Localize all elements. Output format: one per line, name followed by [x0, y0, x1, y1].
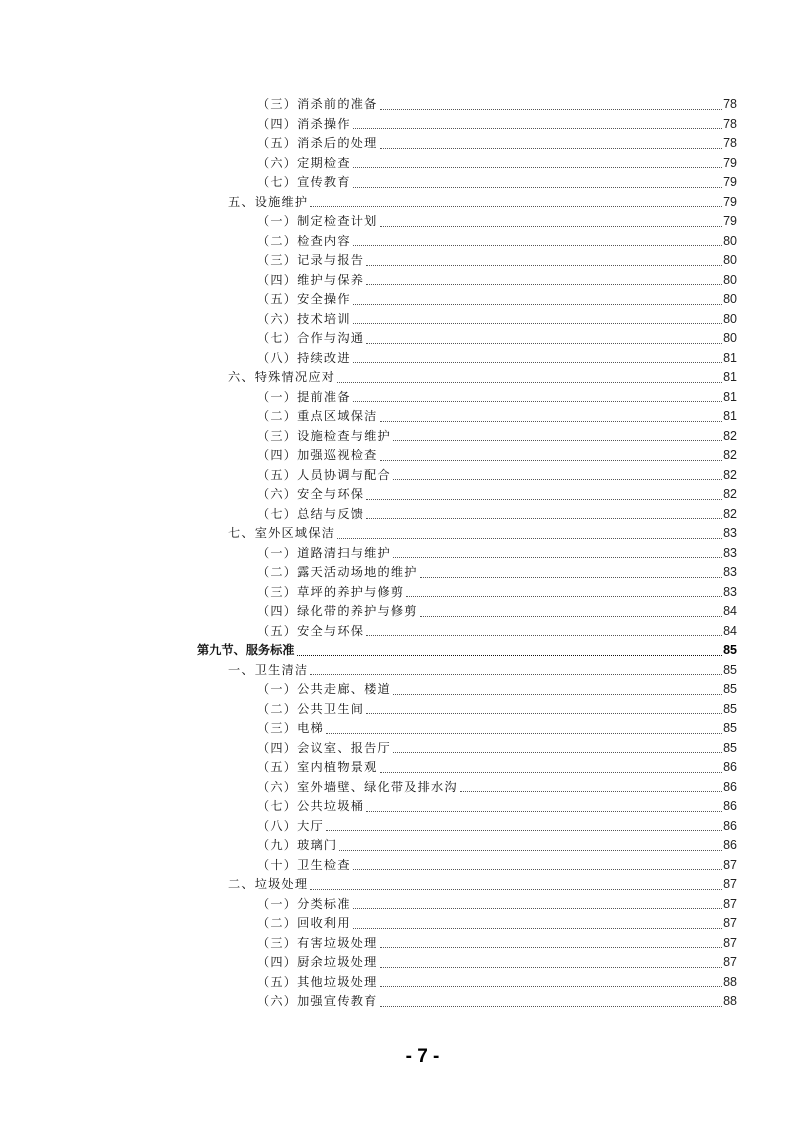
toc-entry-page-number: 80 — [723, 292, 737, 306]
toc-entry-page-number: 80 — [723, 272, 737, 287]
page-number: - 7 - — [405, 1046, 440, 1067]
toc-entry-page-number: 82 — [723, 467, 737, 482]
dot-leader — [353, 186, 722, 188]
toc-entry-page-number: 80 — [723, 253, 737, 267]
dot-leader — [420, 615, 722, 617]
dot-leader — [380, 1005, 723, 1007]
toc-entry-label: （二）回收利用 — [257, 916, 351, 930]
toc-subentry[interactable] — [197, 797, 737, 817]
toc-entry-label: （八）持续改进 — [257, 350, 351, 365]
toc-entry-label: 七、室外区域保洁 — [228, 526, 336, 540]
toc-chapter-entry[interactable] — [197, 875, 737, 895]
toc-entry-page-number: 88 — [723, 974, 737, 989]
dot-leader — [406, 595, 722, 597]
toc-chapter-entry[interactable] — [197, 368, 737, 388]
toc-entry-label: （五）室内植物景观 — [257, 760, 378, 774]
toc-entry-label: 六、特殊情况应对 — [228, 370, 336, 384]
toc-entry-label: （七）宣传教育 — [257, 175, 351, 189]
toc-entry-page-number: 81 — [723, 409, 737, 423]
dot-leader — [393, 556, 722, 558]
toc-subentry[interactable] — [197, 836, 737, 856]
toc-entry-label: （三）草坪的养护与修剪 — [257, 584, 405, 599]
toc-entry-page-number: 80 — [723, 331, 737, 345]
dot-leader — [393, 439, 722, 441]
toc-entry-label: （六）安全与环保 — [257, 487, 365, 501]
dot-leader — [366, 342, 722, 344]
toc-entry-page-number: 86 — [723, 799, 737, 813]
toc-entry-label: （一）道路清扫与维护 — [257, 545, 391, 560]
toc-entry-page-number: 87 — [723, 955, 737, 969]
toc-entry-label: 第九节、服务标准 — [197, 643, 295, 657]
toc-subentry[interactable] — [197, 329, 737, 349]
toc-entry-label: （六）定期检查 — [257, 155, 351, 170]
toc-entry-label: （六）室外墙壁、绿化带及排水沟 — [257, 779, 458, 794]
toc-subentry[interactable] — [197, 173, 737, 193]
dot-leader — [310, 888, 722, 890]
toc-entry-page-number: 87 — [723, 935, 737, 950]
toc-subentry[interactable] — [197, 154, 737, 174]
dot-leader — [353, 927, 722, 929]
dot-leader — [380, 771, 723, 773]
toc-entry-label: （二）公共卫生间 — [257, 701, 365, 716]
toc-subentry[interactable] — [197, 719, 737, 739]
toc-entry-label: （九）玻璃门 — [257, 838, 338, 852]
toc-subentry[interactable] — [197, 680, 737, 700]
table-of-contents — [197, 95, 737, 1012]
dot-leader — [380, 147, 723, 149]
toc-entry-page-number: 78 — [723, 136, 737, 150]
toc-entry-page-number: 84 — [723, 623, 737, 638]
toc-entry-label: （一）分类标准 — [257, 896, 351, 911]
toc-entry-label: （三）有害垃圾处理 — [257, 935, 378, 950]
dot-leader — [380, 985, 723, 987]
toc-entry-label: 一、卫生清洁 — [228, 662, 309, 677]
toc-entry-page-number: 80 — [723, 233, 737, 248]
toc-entry-label: （五）人员协调与配合 — [257, 467, 391, 482]
toc-entry-page-number: 86 — [723, 838, 737, 852]
toc-entry-label: （一）制定检查计划 — [257, 214, 378, 228]
dot-leader — [353, 361, 722, 363]
toc-entry-page-number: 85 — [723, 662, 737, 677]
toc-subentry[interactable] — [197, 212, 737, 232]
toc-entry-page-number: 78 — [723, 116, 737, 131]
toc-subentry[interactable] — [197, 407, 737, 427]
toc-subentry[interactable] — [197, 583, 737, 603]
toc-entry-page-number: 88 — [723, 994, 737, 1008]
dot-leader — [326, 732, 722, 734]
toc-entry-label: （七）合作与沟通 — [257, 331, 365, 345]
toc-entry-label: 五、设施维护 — [228, 194, 309, 209]
dot-leader — [393, 693, 722, 695]
toc-entry-page-number: 79 — [723, 214, 737, 228]
toc-subentry[interactable] — [197, 973, 737, 993]
toc-entry-label: （二）露天活动场地的维护 — [257, 565, 418, 579]
dot-leader — [353, 303, 722, 305]
toc-entry-page-number: 83 — [723, 545, 737, 560]
dot-leader — [380, 225, 723, 227]
toc-chapter-entry[interactable] — [197, 661, 737, 681]
toc-entry-label: （四）维护与保养 — [257, 272, 365, 287]
dot-leader — [337, 537, 722, 539]
toc-entry-label: （四）厨余垃圾处理 — [257, 955, 378, 969]
toc-entry-label: （五）安全操作 — [257, 292, 351, 306]
toc-subentry[interactable] — [197, 271, 737, 291]
toc-entry-label: （二）检查内容 — [257, 233, 351, 248]
toc-subentry[interactable] — [197, 115, 737, 135]
toc-subentry[interactable] — [197, 290, 737, 310]
dot-leader — [353, 868, 722, 870]
toc-subentry[interactable] — [197, 934, 737, 954]
dot-leader — [393, 751, 722, 753]
toc-entry-page-number: 86 — [723, 779, 737, 794]
toc-entry-label: （五）消杀后的处理 — [257, 136, 378, 150]
dot-leader — [366, 634, 722, 636]
toc-entry-label: （一）提前准备 — [257, 389, 351, 404]
toc-entry-page-number: 83 — [723, 526, 737, 540]
toc-entry-page-number: 85 — [723, 643, 737, 657]
toc-entry-page-number: 85 — [723, 701, 737, 716]
toc-subentry[interactable] — [197, 895, 737, 915]
toc-entry-page-number: 82 — [723, 448, 737, 462]
toc-subentry[interactable] — [197, 602, 737, 622]
toc-entry-page-number: 83 — [723, 565, 737, 579]
toc-entry-label: （十）卫生检查 — [257, 857, 351, 872]
toc-entry-label: （三）消杀前的准备 — [257, 97, 378, 111]
toc-entry-label: （四）会议室、报告厅 — [257, 740, 391, 755]
toc-entry-page-number: 81 — [723, 389, 737, 404]
toc-section-heading[interactable] — [197, 641, 737, 661]
toc-subentry[interactable] — [197, 349, 737, 369]
toc-subentry[interactable] — [197, 563, 737, 583]
dot-leader — [326, 829, 722, 831]
toc-entry-label: （八）大厅 — [257, 818, 324, 833]
dot-leader — [366, 517, 722, 519]
toc-subentry[interactable] — [197, 427, 737, 447]
toc-subentry[interactable] — [197, 992, 737, 1012]
toc-entry-page-number: 87 — [723, 896, 737, 911]
toc-entry-page-number: 79 — [723, 194, 737, 209]
dot-leader — [353, 322, 722, 324]
dot-leader — [380, 966, 723, 968]
dot-leader — [380, 420, 723, 422]
dot-leader — [339, 849, 722, 851]
toc-subentry[interactable] — [197, 251, 737, 271]
toc-subentry[interactable] — [197, 388, 737, 408]
toc-chapter-entry[interactable] — [197, 524, 737, 544]
toc-subentry[interactable] — [197, 856, 737, 876]
dot-leader — [353, 244, 722, 246]
dot-leader — [393, 478, 722, 480]
dot-leader — [337, 381, 722, 383]
dot-leader — [380, 108, 723, 110]
toc-entry-label: （三）电梯 — [257, 721, 324, 735]
dot-leader — [366, 712, 722, 714]
toc-entry-label: （三）设施检查与维护 — [257, 428, 391, 443]
toc-entry-page-number: 86 — [723, 760, 737, 774]
dot-leader — [310, 673, 722, 675]
toc-entry-page-number: 82 — [723, 487, 737, 501]
dot-leader — [380, 946, 723, 948]
toc-subentry[interactable] — [197, 544, 737, 564]
dot-leader — [297, 654, 723, 656]
toc-subentry[interactable] — [197, 953, 737, 973]
dot-leader — [366, 264, 722, 266]
toc-entry-page-number: 85 — [723, 721, 737, 735]
toc-entry-page-number: 85 — [723, 740, 737, 755]
toc-entry-page-number: 83 — [723, 584, 737, 599]
toc-entry-label: （五）其他垃圾处理 — [257, 974, 378, 989]
toc-subentry[interactable] — [197, 778, 737, 798]
dot-leader — [353, 127, 722, 129]
toc-subentry[interactable] — [197, 134, 737, 154]
toc-subentry[interactable] — [197, 446, 737, 466]
toc-subentry[interactable] — [197, 310, 737, 330]
dot-leader — [420, 576, 722, 578]
toc-entry-label: 二、垃圾处理 — [228, 877, 309, 891]
toc-entry-page-number: 82 — [723, 428, 737, 443]
toc-entry-page-number: 87 — [723, 857, 737, 872]
toc-subentry[interactable] — [197, 505, 737, 525]
toc-subentry[interactable] — [197, 914, 737, 934]
toc-chapter-entry[interactable] — [197, 193, 737, 213]
toc-entry-label: （四）消杀操作 — [257, 116, 351, 131]
toc-entry-label: （二）重点区域保洁 — [257, 409, 378, 423]
dot-leader — [310, 205, 722, 207]
toc-entry-page-number: 79 — [723, 155, 737, 170]
toc-subentry[interactable] — [197, 817, 737, 837]
toc-entry-label: （四）加强巡视检查 — [257, 448, 378, 462]
toc-subentry[interactable] — [197, 232, 737, 252]
dot-leader — [353, 400, 722, 402]
toc-entry-label: （七）总结与反馈 — [257, 506, 365, 521]
toc-subentry[interactable] — [197, 485, 737, 505]
dot-leader — [366, 810, 722, 812]
toc-entry-page-number: 81 — [723, 370, 737, 384]
dot-leader — [353, 166, 722, 168]
dot-leader — [366, 283, 722, 285]
toc-entry-page-number: 85 — [723, 682, 737, 696]
toc-subentry[interactable] — [197, 739, 737, 759]
toc-subentry[interactable] — [197, 466, 737, 486]
toc-entry-label: （七）公共垃圾桶 — [257, 799, 365, 813]
toc-entry-label: （六）加强宣传教育 — [257, 994, 378, 1008]
toc-subentry[interactable] — [197, 700, 737, 720]
dot-leader — [380, 459, 723, 461]
toc-entry-page-number: 81 — [723, 350, 737, 365]
toc-entry-label: （四）绿化带的养护与修剪 — [257, 604, 418, 618]
toc-entry-label: （五）安全与环保 — [257, 623, 365, 638]
toc-entry-page-number: 78 — [723, 97, 737, 111]
toc-subentry[interactable] — [197, 95, 737, 115]
toc-entry-label: （六）技术培训 — [257, 311, 351, 326]
dot-leader — [353, 907, 722, 909]
toc-entry-page-number: 79 — [723, 175, 737, 189]
toc-subentry[interactable] — [197, 758, 737, 778]
toc-entry-page-number: 87 — [723, 916, 737, 930]
dot-leader — [460, 790, 722, 792]
toc-entry-page-number: 80 — [723, 311, 737, 326]
toc-subentry[interactable] — [197, 622, 737, 642]
toc-entry-page-number: 86 — [723, 818, 737, 833]
toc-entry-label: （三）记录与报告 — [257, 253, 365, 267]
toc-entry-page-number: 82 — [723, 506, 737, 521]
toc-entry-page-number: 84 — [723, 604, 737, 618]
toc-entry-label: （一）公共走廊、楼道 — [257, 682, 391, 696]
dot-leader — [366, 498, 722, 500]
toc-entry-page-number: 87 — [723, 877, 737, 891]
